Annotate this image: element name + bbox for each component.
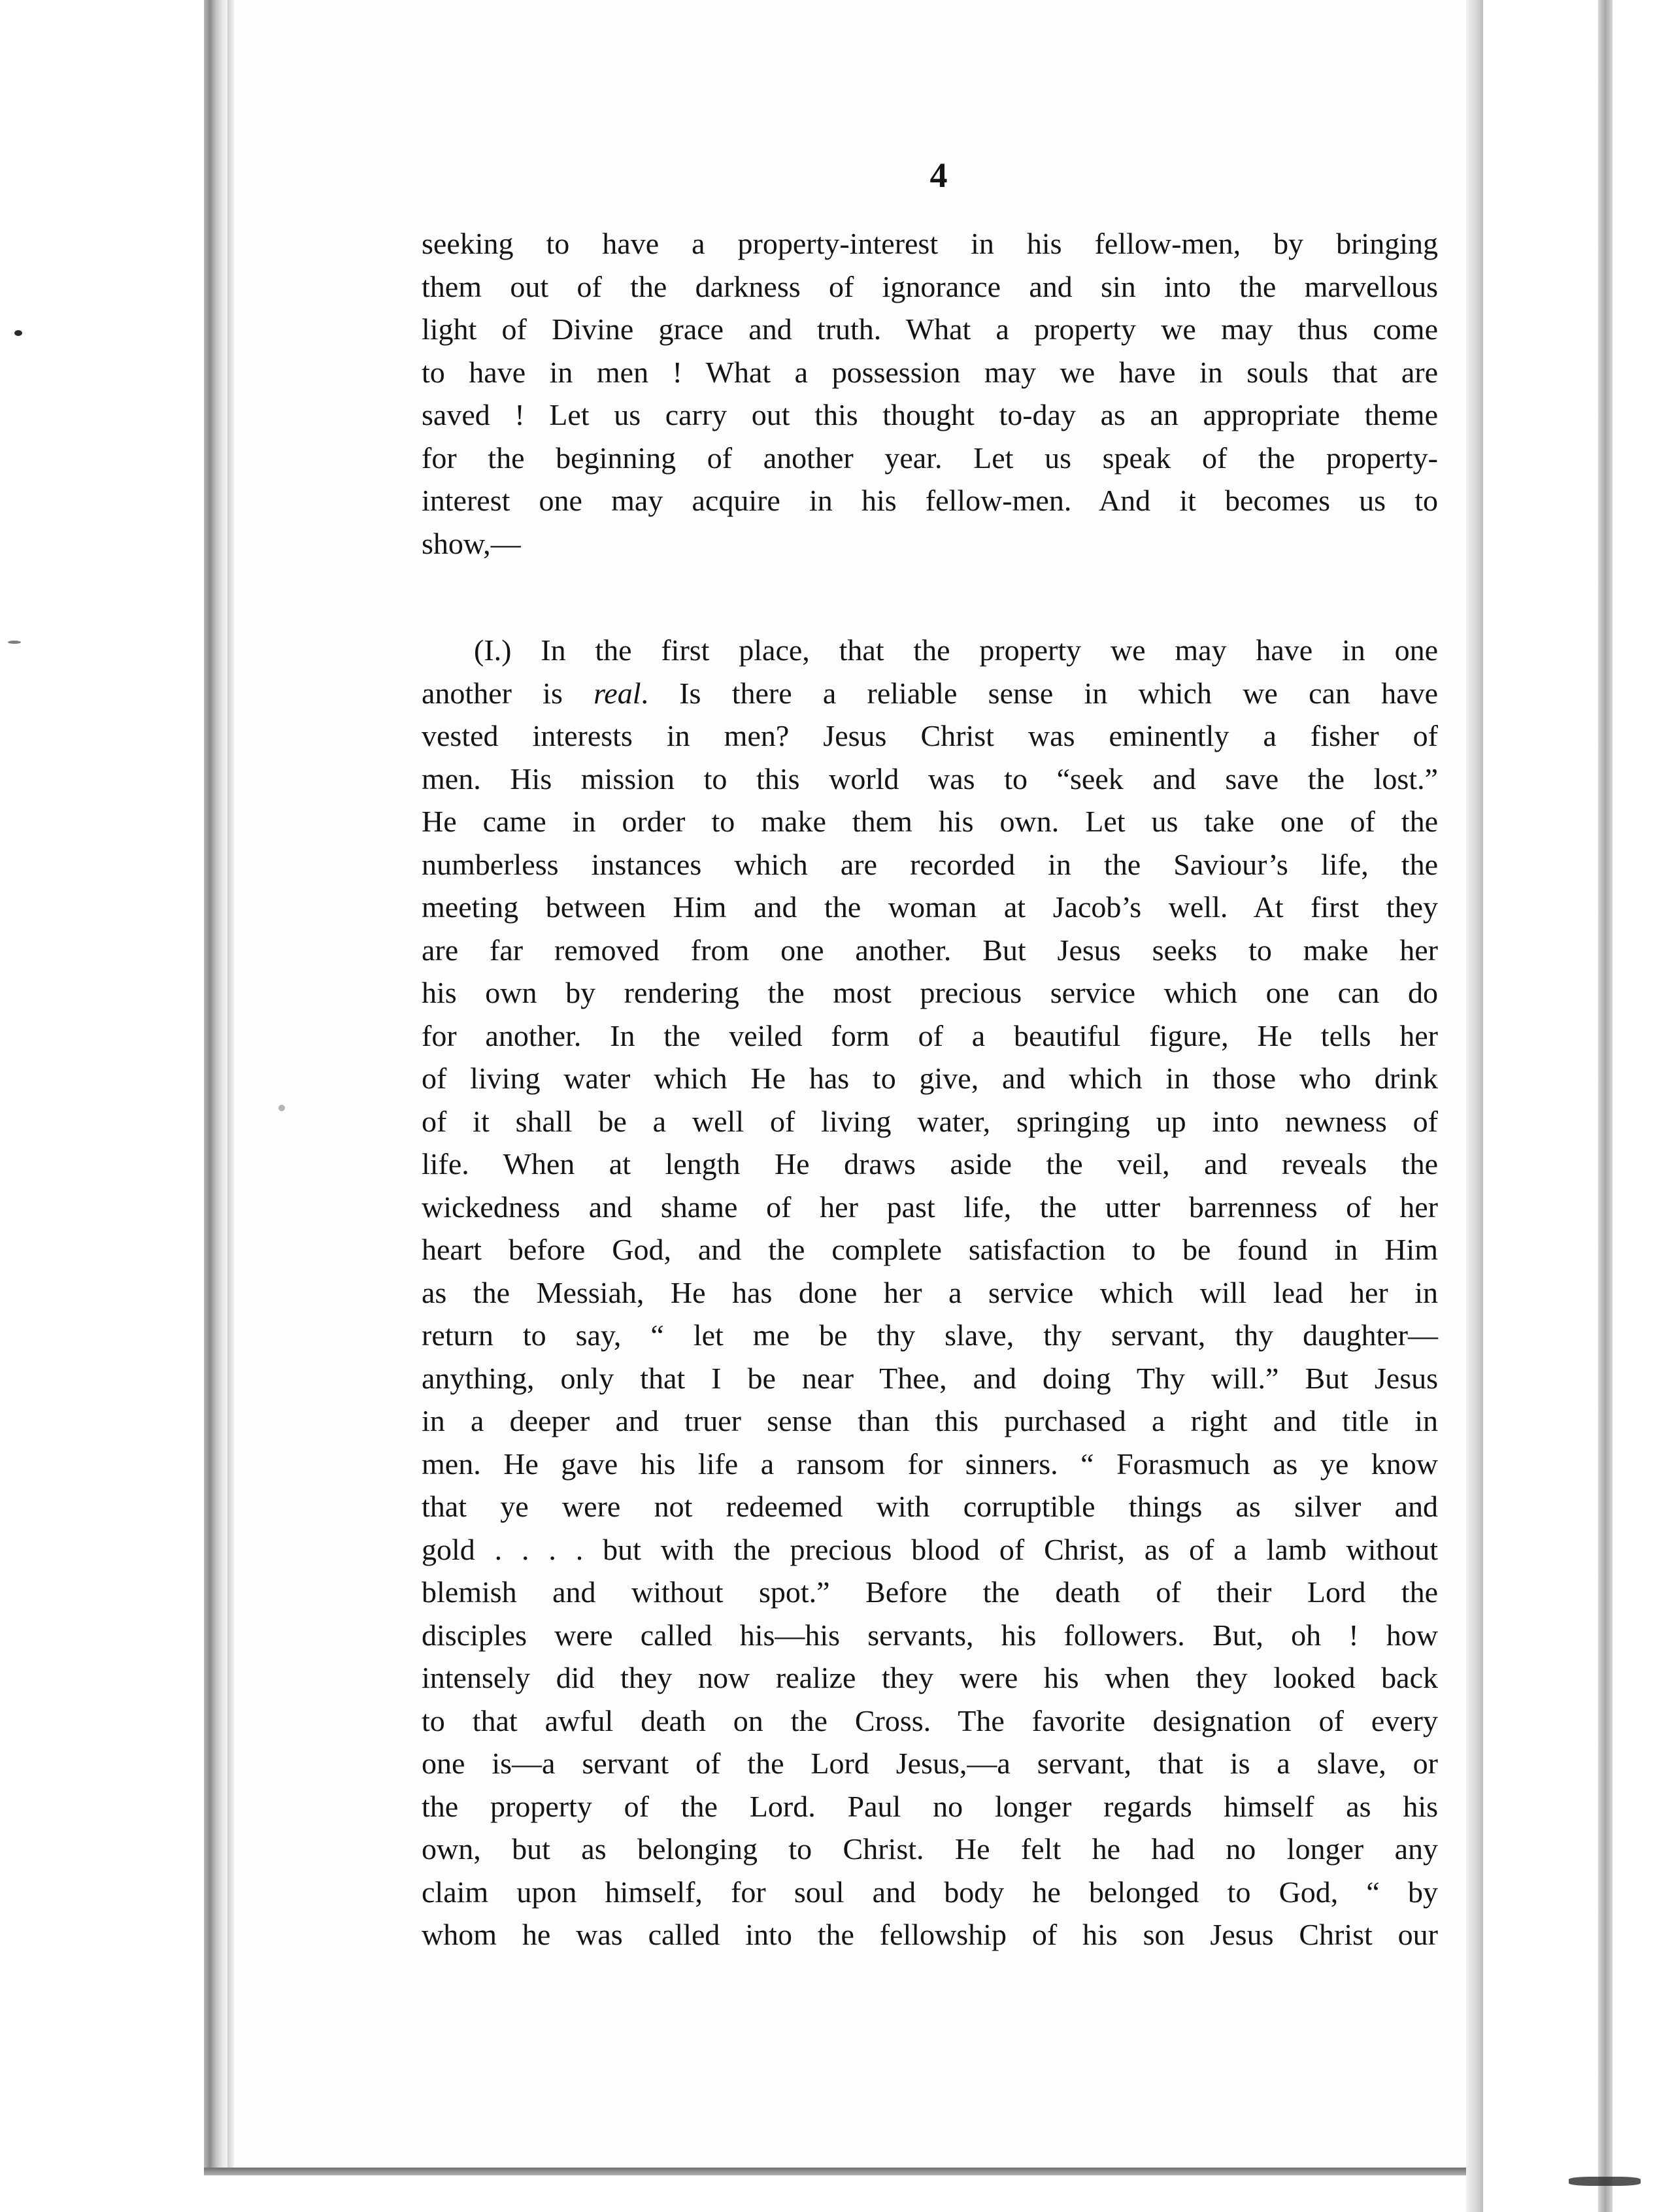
page-bottom-edge xyxy=(204,2168,1482,2175)
text-line: as the Messiah, He has done her a service which will lead her in xyxy=(422,1275,1438,1309)
text-line: for another. In the veiled form of a beautiful figure, He tells her xyxy=(422,1018,1438,1052)
scan-right-rule xyxy=(1598,0,1613,2212)
scan-speck xyxy=(8,641,21,644)
page-left-edge-inner xyxy=(227,0,234,2173)
text-line: claim upon himself, for soul and body he belonged to God, “ by xyxy=(422,1875,1438,1909)
text-line: wickedness and shame of her past life, the utter barrenness of her xyxy=(422,1190,1438,1224)
text-line: one is—a servant of the Lord Jesus,—a servant, that is a slave, or xyxy=(422,1747,1438,1780)
scan-speck xyxy=(14,330,22,336)
text-line: He came in order to make them his own. Let us take one of the xyxy=(422,805,1438,838)
text-line: whom he was called into the fellowship of his son Jesus Christ our xyxy=(422,1918,1438,1951)
text-line: another is real. Is there a reliable sense in which we can have xyxy=(422,676,1438,710)
text-line: own, but as belonging to Christ. He felt he had no longer any xyxy=(422,1832,1438,1866)
paragraph-2 xyxy=(422,629,1438,1956)
body-text xyxy=(422,222,1438,1956)
text-line: are far removed from one another. But Jesus seeks to make her xyxy=(422,933,1438,967)
text-line: that ye were not redeemed with corruptible things as silver and xyxy=(422,1490,1438,1523)
text-line: return to say, “ let me be thy slave, thy servant, thy daughter— xyxy=(422,1318,1438,1352)
text-line: men. His mission to this world was to “seek and save the lost.” xyxy=(422,762,1438,796)
scan-speck xyxy=(1569,2177,1641,2186)
text-line: numberless instances which are recorded in the Saviour’s life, the xyxy=(422,847,1438,881)
text-line: meeting between Him and the woman at Jacob’s well. At first they xyxy=(422,890,1438,924)
text-line: heart before God, and the complete satisfaction to be found in Him xyxy=(422,1233,1438,1266)
text-line: saved ! Let us carry out this thought to-day as an appropriate theme xyxy=(422,398,1438,431)
emphasized-word: real xyxy=(593,676,641,710)
scan-left-margin xyxy=(0,0,204,2212)
text-line: anything, only that I be near Thee, and doing Thy will.” But Jesus xyxy=(422,1361,1438,1395)
text-line: the property of the Lord. Paul no longer regards himself as his xyxy=(422,1789,1438,1823)
text-line: intensely did they now realize they were his when they looked back xyxy=(422,1661,1438,1694)
text-line: disciples were called his—his servants, his followers. But, oh ! how xyxy=(422,1618,1438,1652)
text-line: of living water which He has to give, and which in those who drink xyxy=(422,1062,1438,1095)
text-line: light of Divine grace and truth. What a property we may thus come xyxy=(422,312,1438,346)
scan-right-margin xyxy=(1483,0,1655,2212)
text-line: men. He gave his life a ransom for sinners. “ Forasmuch as ye know xyxy=(422,1447,1438,1481)
text-line: gold . . . . but with the precious blood of Christ, as of a lamb without xyxy=(422,1532,1438,1566)
text-line: vested interests in men? Jesus Christ was eminently a fisher of xyxy=(422,719,1438,752)
text-line: in a deeper and truer sense than this purchased a right and title in xyxy=(422,1404,1438,1437)
text-line: seeking to have a property-interest in his fellow-men, by bringing xyxy=(422,227,1438,260)
text-line: life. When at length He draws aside the veil, and reveals the xyxy=(422,1147,1438,1181)
text-line: show,— xyxy=(422,526,521,560)
text-line: to that awful death on the Cross. The favorite designation of every xyxy=(422,1703,1438,1737)
text-line: (I.) In the first place, that the property we may have in one xyxy=(474,633,1438,667)
text-line: interest one may acquire in his fellow-men. And it becomes us to xyxy=(422,484,1438,517)
page-left-edge-shadow xyxy=(204,0,227,2173)
page-number: 4 xyxy=(929,156,948,195)
page-right-edge-shadow xyxy=(1466,0,1483,2212)
text-line: his own by rendering the most precious service which one can do xyxy=(422,976,1438,1009)
paragraph-1 xyxy=(422,222,1438,565)
text-line: blemish and without spot.” Before the death of their Lord the xyxy=(422,1575,1438,1609)
paragraph-gap xyxy=(422,565,1438,629)
text-line: them out of the darkness of ignorance and sin into the marvellous xyxy=(422,269,1438,303)
text-line: for the beginning of another year. Let us speak of the property- xyxy=(422,441,1438,475)
text-line: of it shall be a well of living water, springing up into newness of xyxy=(422,1104,1438,1138)
text-line: to have in men ! What a possession may we have in souls that are xyxy=(422,355,1438,389)
scan-speck xyxy=(278,1105,285,1111)
